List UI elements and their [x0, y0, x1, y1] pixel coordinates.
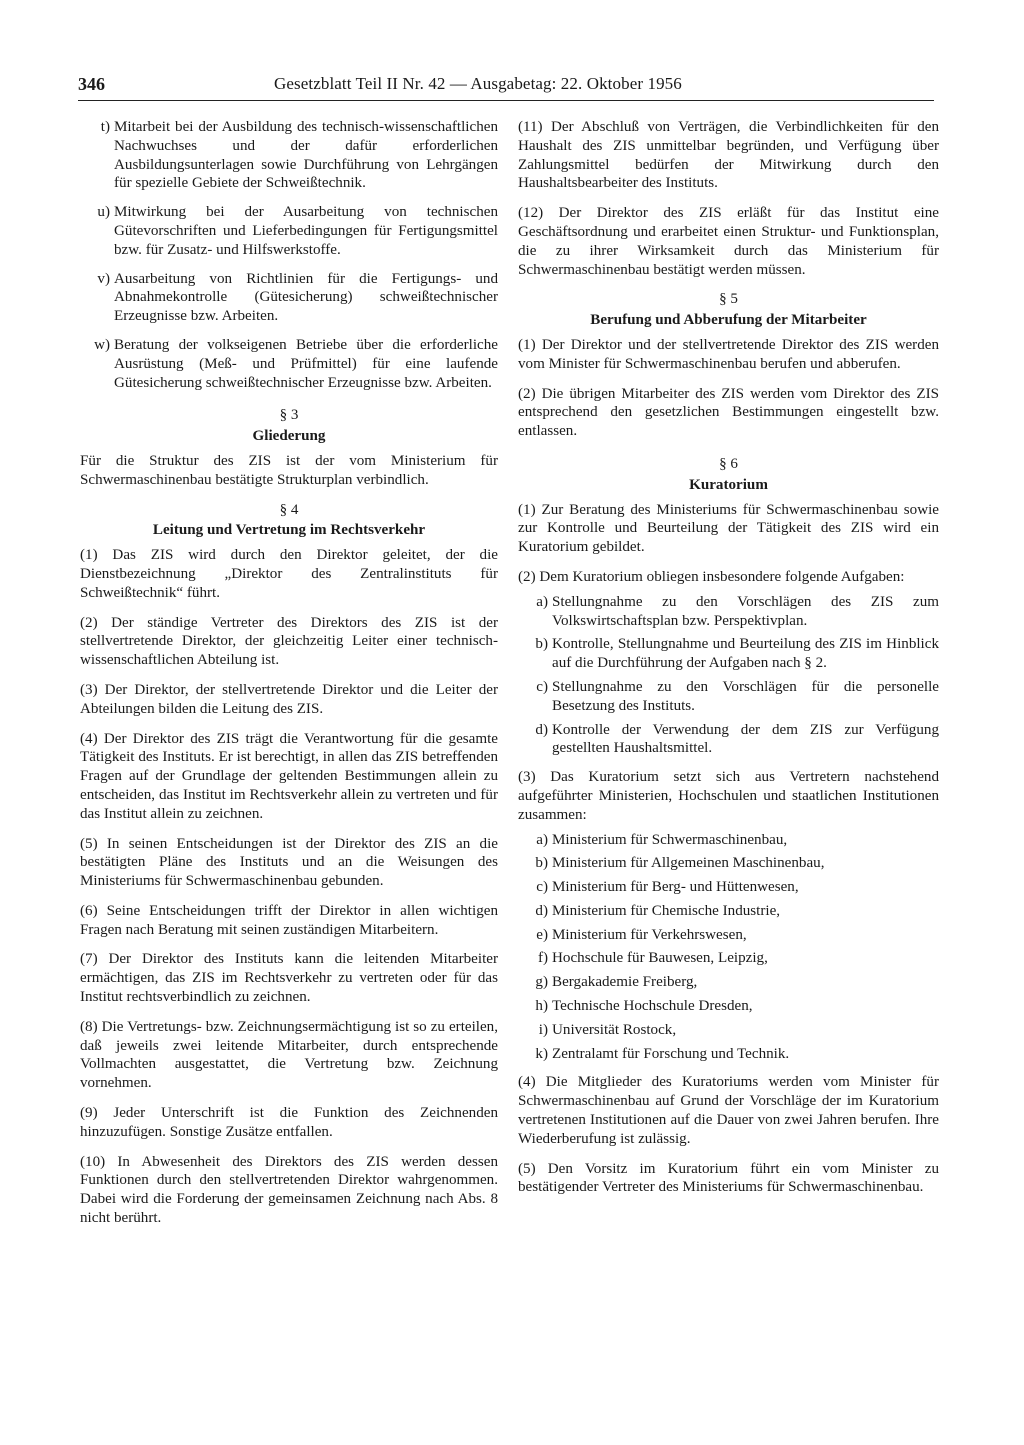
list-label: a) [536, 593, 548, 610]
list-item [518, 949, 939, 968]
list-text: Ministerium für Schwermaschinenbau, [552, 831, 788, 848]
running-head: Gesetzblatt Teil II Nr. 42 — Ausgabetag: 22. Oktober 1956 [274, 74, 682, 93]
list-label: b) [535, 855, 548, 872]
list-text: Stellungnahme zu den Vorschlägen des ZIS zum Volkswirtschaftsplan bzw. Perspektivplan. [552, 593, 939, 629]
list-item [518, 878, 939, 897]
list-item [80, 203, 498, 259]
list-label: g) [535, 974, 548, 991]
paragraph: (4) Der Direktor des ZIS trägt die Verantwortung für die gesamte Tätigkeit des Instituts. Er ist berechtigt, in allen das ZIS betreffenden Fragen auf der Grundlage der geltenden Bestimmungen allein zu entscheiden, das Institut im Rechtsverkehr allein zu vertreten und für das Institut allein zu zeichnen. [80, 730, 498, 822]
section-3-text: Für die Struktur des ZIS ist der vom Ministerium für Schwermaschinenbau bestätigte Strukturplan verbindlich. [80, 452, 498, 488]
list-text: Mitarbeit bei der Ausbildung des technisch-wissenschaftlichen Nachwuchses und der dafür erforderlichen Ausbildungsunterlagen sowie Durchführung von Lehrgängen für spezielle Gebiete der Schweißtechnik. [114, 119, 498, 192]
list-item [518, 678, 939, 716]
list-text: Technische Hochschule Dresden, [552, 998, 753, 1015]
paragraph: (2) Dem Kuratorium obliegen insbesondere folgende Aufgaben: [518, 568, 905, 585]
list-text: Universität Rostock, [552, 1021, 677, 1038]
list-label: i) [538, 1021, 548, 1038]
list-text: Kontrolle, Stellungnahme und Beurteilung des ZIS im Hinblick auf die Durchführung der Aufgaben nach § 2. [552, 636, 939, 672]
section-3-number: § 3 [279, 407, 299, 424]
right-column [518, 118, 939, 1208]
list-item [518, 854, 939, 873]
section-4-title: Leitung und Vertretung im Rechtsverkehr [152, 522, 426, 539]
section-5-number: § 5 [719, 291, 738, 308]
list-label: k) [535, 1045, 548, 1062]
paragraph: (5) In seinen Entscheidungen ist der Direktor des ZIS an die bestätigten Pläne des Instituts und an die Weisungen des Ministeriums für Schwermaschinenbau gebunden. [80, 835, 498, 890]
paragraph: (11) Der Abschluß von Verträgen, die Verbindlichkeiten für den Haushalt des ZIS unmittelbar begründen, und Verfügung über Zahlungsmittel bedürfen der Mitwirkung durch den Haushaltsbearbeiter des Instituts. [518, 119, 939, 192]
list-label: f) [537, 950, 548, 967]
list-label: t) [100, 119, 110, 135]
section-3-title: Gliederung [252, 428, 326, 445]
list-label: d) [535, 721, 548, 738]
list-label: u) [97, 204, 110, 221]
paragraph: (6) Seine Entscheidungen trifft der Direktor in allen wichtigen Fragen nach Beratung mit seinen zuständigen Mitarbeitern. [80, 902, 498, 938]
paragraph: (4) Die Mitglieder des Kuratoriums werden vom Minister für Schwermaschinenbau auf Grund der Vorschläge der im Kuratorium vertretenen Institutionen auf die Dauer von zwei Jahren berufen. Ihre Wiederberufung ist zulässig. [518, 1074, 939, 1147]
list-item [518, 1021, 939, 1040]
section-5-title: Berufung und Abberufung der Mitarbeiter [590, 312, 867, 329]
list-text: Ministerium für Berg- und Hüttenwesen, [552, 879, 799, 896]
list-item [80, 118, 498, 193]
list-label: v) [97, 270, 110, 287]
list-item [518, 1045, 939, 1064]
section-6-title: Kuratorium [689, 476, 768, 493]
list-item [518, 973, 939, 992]
paragraph: (7) Der Direktor des Instituts kann die leitenden Mitarbeiter ermächtigen, das ZIS im Rechtsverkehr zu vertreten oder für das Institut rechtsverbindlich zu zeichnen. [80, 951, 498, 1006]
paragraph: (2) Die übrigen Mitarbeiter des ZIS werden vom Direktor des ZIS entsprechend den gesetzlichen Bestimmungen eingestellt bzw. entlassen. [518, 385, 939, 440]
paragraph: (2) Der ständige Vertreter des Direktors des ZIS ist der stellvertretende Direktor, der gleichzeitig Leiter einer technisch-wissenschaftlichen Abteilung ist. [80, 614, 498, 669]
list-label: w) [94, 336, 110, 353]
page-number: 346 [78, 74, 105, 94]
paragraph: (9) Jeder Unterschrift ist die Funktion des Zeichnenden hinzuzufügen. Sonstige Zusätze entfallen. [80, 1105, 498, 1140]
list-item [80, 336, 498, 392]
list-text: Hochschule für Bauwesen, Leipzig, [552, 950, 768, 967]
list-text: Stellungnahme zu den Vorschlägen für die personelle Besetzung des Instituts. [552, 678, 939, 714]
list-item [518, 997, 939, 1016]
paragraph: (1) Das ZIS wird durch den Direktor geleitet, der die Dienstbezeichnung „Direktor des Zentralinstituts für Schweißtechnik“ führt. [80, 547, 498, 601]
list-text: Ministerium für Chemische Industrie, [552, 902, 781, 919]
list-label: b) [535, 636, 548, 653]
list-item [518, 902, 939, 921]
list-item [518, 593, 939, 631]
list-label: c) [536, 678, 548, 695]
list-label: a) [536, 831, 548, 848]
list-item [518, 721, 939, 759]
list-text: Mitwirkung bei der Ausarbeitung von technischen Gütevorschriften und Lieferbedingungen für Fertigungsmittel bzw. für Zusatz- und Hilfswerkstoffe. [114, 204, 498, 258]
paragraph: (1) Zur Beratung des Ministeriums für Schwermaschinenbau sowie zur Kontrolle und Beurteilung der Tätigkeit des ZIS wird ein Kuratorium gebildet. [518, 501, 939, 556]
paragraph: (3) Das Kuratorium setzt sich aus Vertretern nachstehend aufgeführter Ministerien, Hochschulen und staatlichen Institutionen zusammen: [518, 769, 939, 823]
list-text: Ministerium für Verkehrswesen, [552, 926, 747, 943]
list-text: Ausarbeitung von Richtlinien für die Fertigungs- und Abnahmekontrolle (Gütesicherung) schweißtechnischer Erzeugnisse bzw. Arbeiten. [114, 270, 498, 325]
section-6-number: § 6 [719, 455, 738, 472]
page-header [78, 74, 934, 101]
list-item [518, 831, 939, 850]
paragraph: (8) Die Vertretungs- bzw. Zeichnungsermächtigung ist so zu erteilen, daß jeweils zwei leitende Mitarbeiter, durch entsprechende Vollmachten ausgestattet, die Vertretung bzw. Zeichnung vornehmen. [80, 1018, 498, 1092]
list-item [518, 926, 939, 945]
section-4-number: § 4 [279, 501, 299, 518]
list-item [80, 270, 498, 326]
paragraph: (5) Den Vorsitz im Kuratorium führt ein vom Minister zu bestätigender Vertreter des Ministeriums für Schwermaschinenbau. [518, 1160, 939, 1196]
list-text: Zentralamt für Forschung und Technik. [552, 1045, 790, 1062]
paragraph: (1) Der Direktor und der stellvertretende Direktor des ZIS werden vom Minister für Schwermaschinenbau berufen und abberufen. [518, 336, 939, 372]
left-column [80, 118, 498, 1239]
list-item [518, 635, 939, 673]
paragraph: (12) Der Direktor des ZIS erläßt für das Institut eine Geschäftsordnung und erarbeitet einen Struktur- und Funktionsplan, die zu ihrer Wirksamkeit durch das Ministerium für Schwermaschinenbau bestätigt werden müssen. [518, 205, 939, 278]
list-label: e) [536, 926, 548, 943]
list-label: h) [535, 998, 548, 1015]
paragraph: (3) Der Direktor, der stellvertretende Direktor und die Leiter der Abteilungen bilden die Leitung des ZIS. [80, 681, 498, 717]
list-text: Ministerium für Allgemeinen Maschinenbau, [552, 855, 825, 872]
paragraph: (10) In Abwesenheit des Direktors des ZIS werden dessen Funktionen durch den stellvertretenden Direktor wahrgenommen. Dabei wird die Forderung der gemeinsamen Zeichnung nach Abs. 8 nicht berührt. [80, 1153, 498, 1227]
list-text: Kontrolle der Verwendung der dem ZIS zur Verfügung gestellten Haushaltsmittel. [552, 721, 939, 757]
list-label: d) [535, 902, 548, 919]
list-text: Beratung der volkseigenen Betriebe über die erforderliche Ausrüstung (Meß- und Prüfmittel) für eine laufende Gütesicherung schweißtechnischer Erzeugnisse bzw. Arbeiten. [114, 336, 498, 391]
list-text: Bergakademie Freiberg, [552, 974, 698, 991]
list-label: c) [536, 879, 548, 896]
